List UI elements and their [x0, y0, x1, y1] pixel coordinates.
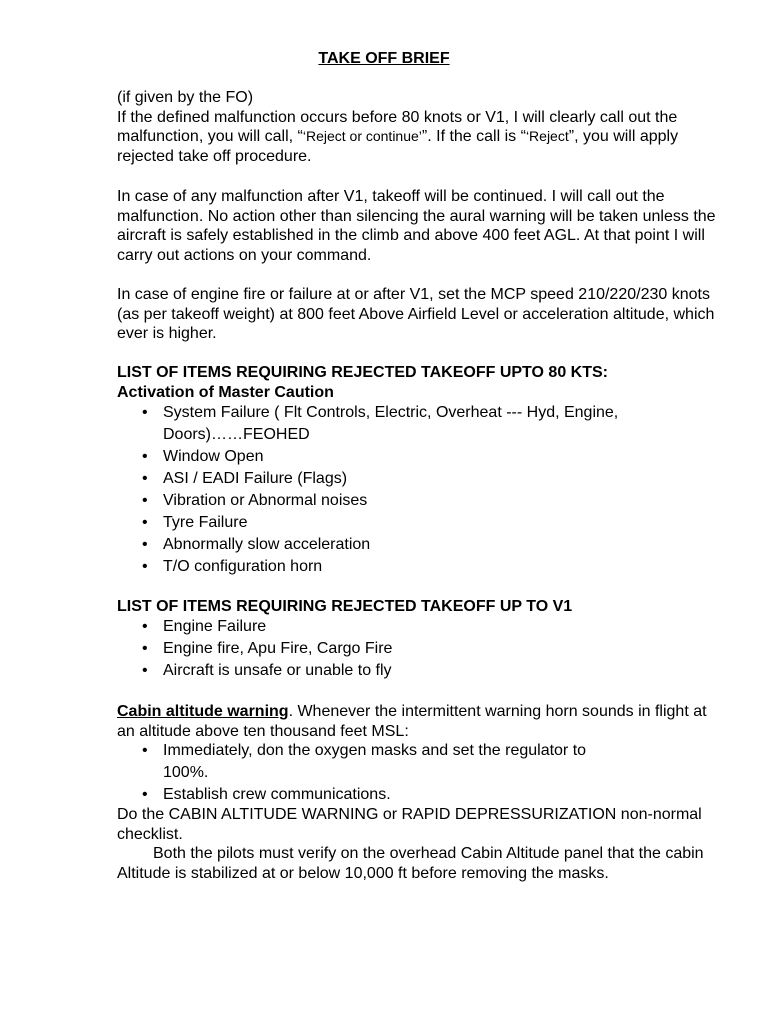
list1-heading: LIST OF ITEMS REQUIRING REJECTED TAKEOFF UPTO 80 KTS: Activation of Master Caution [117, 363, 717, 402]
cabin-items [117, 740, 717, 806]
bullet-icon: • [142, 514, 148, 531]
call-reject: ‘Reject [525, 128, 569, 144]
bullet-icon: • [142, 470, 148, 487]
list-item: • Tyre Failure [117, 512, 717, 534]
list1-subheading: Activation of Master Caution [117, 383, 334, 401]
checklist-paragraph: Do the CABIN ALTITUDE WARNING or RAPID DEPRESSURIZATION non-normal checklist. [117, 806, 702, 843]
cabin-altitude-paragraph: Cabin altitude warning. Whenever the intermittent warning horn sounds in flight at an altitude above ten thousand feet MSL: [117, 703, 707, 740]
bullet-icon: • [142, 448, 148, 465]
list-item: • ASI / EADI Failure (Flags) [117, 468, 717, 490]
list-item: • Engine Failure [117, 616, 717, 638]
bullet-icon: • [142, 558, 148, 575]
bullet-icon: • [142, 536, 148, 553]
list-item: • Window Open [117, 446, 717, 468]
bullet-icon: • [142, 618, 148, 635]
intro-line: (if given by the FO) [117, 89, 254, 106]
verify-paragraph: Both the pilots must verify on the overhead Cabin Altitude panel that the cabin Altitude is stabilized at or below 10,000 ft before removing the masks. [117, 845, 704, 882]
bullet-icon: • [142, 742, 148, 759]
call-reject-continue: ‘Reject or continue’ [302, 128, 422, 144]
cabin-altitude-term: Cabin altitude warning [117, 703, 289, 720]
list-item: • Engine fire, Apu Fire, Cargo Fire [117, 638, 717, 660]
engine-fire-paragraph: In case of engine fire or failure at or after V1, set the MCP speed 210/220/230 knots (as per takeoff weight) at 800 feet Above Airfield Level or acceleration altitude, which ever is higher. [117, 286, 715, 342]
list-item: • Aircraft is unsafe or unable to fly [117, 660, 717, 682]
list2-items [117, 616, 717, 682]
list-item: • Abnormally slow acceleration [117, 534, 717, 556]
list-item: • Immediately, don the oxygen masks and set the regulator to 100%. [142, 742, 587, 781]
list-item: • Vibration or Abnormal noises [117, 490, 717, 512]
bullet-icon: • [142, 786, 148, 803]
intro-body: If the defined malfunction occurs before 80 knots or V1, I will clearly call out the malfunction, you will call, “‘Reject or continue’”. If the call is “‘Reject”, you will apply rejected take off procedure. [117, 108, 679, 165]
bullet-icon: • [142, 404, 148, 421]
list-item: • Establish crew communications. [117, 784, 717, 806]
list1-items [117, 402, 717, 578]
list-item: • System Failure ( Flt Controls, Electric, Overheat --- Hyd, Engine, Doors)……FEOHED [142, 404, 619, 443]
list2-heading: LIST OF ITEMS REQUIRING REJECTED TAKEOFF UP TO V1 [117, 598, 573, 615]
intro-paragraph [117, 88, 717, 166]
bullet-icon: • [142, 492, 148, 509]
bullet-icon: • [142, 662, 148, 679]
after-v1-paragraph: In case of any malfunction after V1, takeoff will be continued. I will call out the malfunction. No action other than silencing the aural warning will be taken unless the aircraft is safely established in the climb and above 400 feet AGL. At that point I will carry out actions on your command. [117, 188, 716, 264]
document-title: TAKE OFF BRIEF [318, 50, 450, 67]
list-item: • T/O configuration horn [117, 556, 717, 578]
bullet-icon: • [142, 640, 148, 657]
